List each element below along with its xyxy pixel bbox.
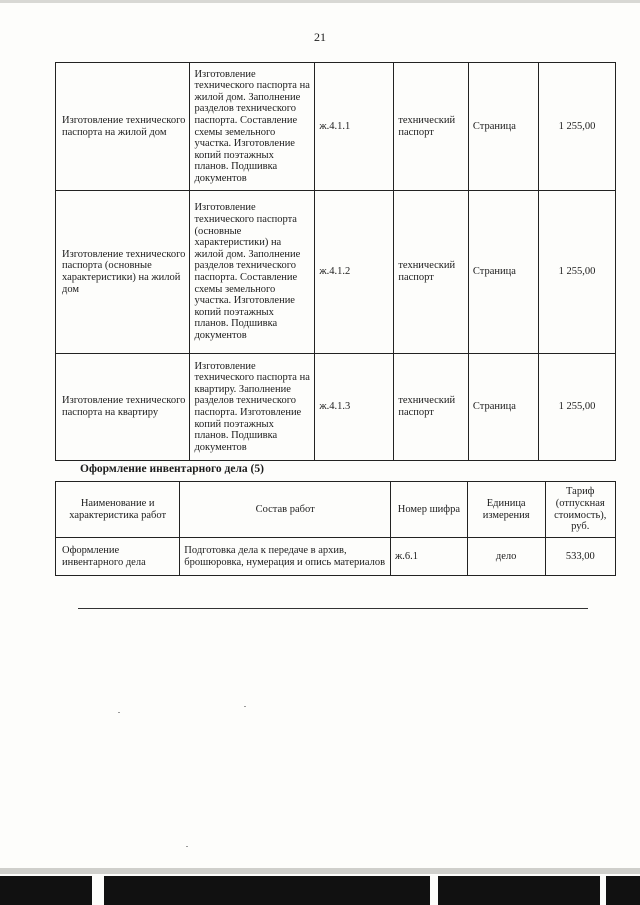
measure-cell: Страница (468, 354, 538, 461)
header-name: Наименование и характеристика работ (56, 482, 180, 538)
code-cell: ж.4.1.2 (315, 191, 394, 354)
table-row (56, 191, 616, 354)
unit-cell: технический паспорт (394, 191, 469, 354)
scan-edge-top (0, 0, 640, 3)
table-header-row (56, 482, 616, 538)
scan-strip (0, 876, 640, 905)
code-cell: ж.6.1 (390, 538, 467, 576)
scan-edge-bottom (0, 868, 640, 874)
tariff-cell: 1 255,00 (538, 191, 615, 354)
header-work: Состав работ (180, 482, 391, 538)
unit-cell: технический паспорт (394, 354, 469, 461)
unit-cell: технический паспорт (394, 63, 469, 191)
tariff-cell: 1 255,00 (538, 354, 615, 461)
horizontal-rule (78, 608, 588, 609)
inventory-table (55, 481, 616, 576)
scan-speck (244, 706, 246, 707)
measure-cell: Страница (468, 191, 538, 354)
table-row (56, 354, 616, 461)
scan-speck (118, 712, 120, 713)
section-title: Оформление инвентарного дела (5) (80, 463, 264, 475)
code-cell: ж.4.1.3 (315, 354, 394, 461)
work-composition-cell: Подготовка дела к передаче в архив, брошюровка, нумерация и опись материалов (180, 538, 391, 576)
tariff-cell: 1 255,00 (538, 63, 615, 191)
header-tariff: Тариф (отпускная стоимость), руб. (545, 482, 615, 538)
work-name-cell: Изготовление технического паспорта на жилой дом (56, 63, 190, 191)
work-name-cell: Изготовление технического паспорта (основные характеристики) на жилой дом (56, 191, 190, 354)
code-cell: ж.4.1.1 (315, 63, 394, 191)
tariff-table (55, 62, 616, 461)
table-row (56, 538, 616, 576)
header-code: Номер шифра (390, 482, 467, 538)
work-composition-cell: Изготовление технического паспорта на квартиру. Заполнение разделов технического паспорта. Изготовление копий поэтажных планов. Подшивка документов (190, 354, 315, 461)
work-composition-cell: Изготовление технического паспорта (основные характеристики) на жилой дом. Заполнение разделов технического паспорта. Составление схемы земельного участка. Изготовление копий поэтажных планов. Подшивка документов (190, 191, 315, 354)
measure-cell: дело (467, 538, 545, 576)
header-measure: Единица измерения (467, 482, 545, 538)
work-name-cell: Изготовление технического паспорта на квартиру (56, 354, 190, 461)
table-row (56, 63, 616, 191)
work-composition-cell: Изготовление технического паспорта на жилой дом. Заполнение разделов технического паспорта. Составление схемы земельного участка. Изготовление копий поэтажных планов. Подшивка документов (190, 63, 315, 191)
tariff-cell: 533,00 (545, 538, 615, 576)
work-name-cell: Оформление инвентарного дела (56, 538, 180, 576)
page-number: 21 (314, 30, 326, 44)
scan-speck (186, 846, 188, 847)
measure-cell: Страница (468, 63, 538, 191)
